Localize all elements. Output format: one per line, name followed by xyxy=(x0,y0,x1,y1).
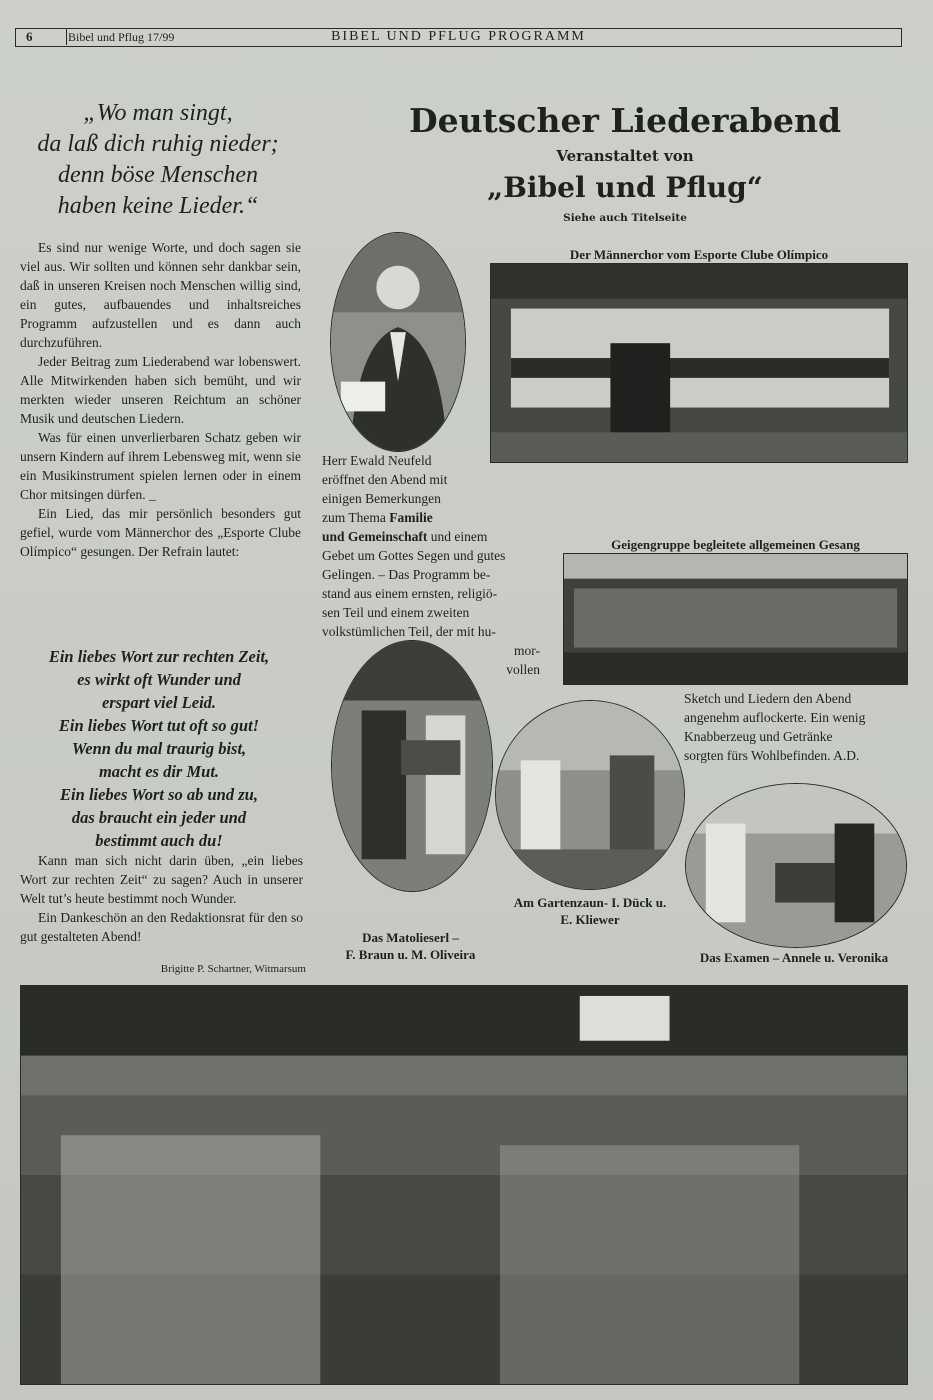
article-right-end xyxy=(684,689,907,765)
caption-examen: Das Examen – Annele u. Veronika xyxy=(699,950,889,965)
matolieserl-photo xyxy=(331,640,493,892)
text-line: Gebet um Gottes Segen und gutes xyxy=(322,548,506,563)
violin-group-photo xyxy=(563,553,908,685)
page-header xyxy=(15,28,902,47)
paragraph: Jeder Beitrag zum Liederabend war lobenswert. Alle Mitwirkenden haben sich bemüht, und wir merkten wieder unseren Reichtum an schöner Musik und deutschen Liedern. xyxy=(20,354,301,426)
refrain-line: das braucht ein jeder und xyxy=(71,808,247,827)
text-line: sorgten fürs Wohlbefinden. A.D. xyxy=(684,748,860,763)
issue-label: Bibel und Pflug 17/99 xyxy=(68,30,175,44)
article-left-bottom xyxy=(20,851,303,946)
article-right-cont xyxy=(322,546,554,641)
see-also-note: Siehe auch Titelseite xyxy=(563,212,687,224)
text-line: Herr Ewald Neufeld xyxy=(322,453,432,468)
headline: Deutscher Liederabend xyxy=(408,101,842,140)
refrain-line: Ein liebes Wort tut oft so gut! xyxy=(58,716,260,735)
refrain-line: bestimmt auch du! xyxy=(95,831,223,850)
text-line: mor- xyxy=(514,643,540,658)
text-line: sen Teil und einem zweiten xyxy=(322,605,470,620)
refrain-line: macht es dir Mut. xyxy=(98,762,220,781)
caption-gartenzaun-1: Am Gartenzaun- I. Dück u. xyxy=(513,895,667,910)
refrain-line: Wenn du mal traurig bist, xyxy=(71,739,247,758)
choir-photo xyxy=(490,263,908,463)
caption-matolieserl-1: Das Matolieserl – xyxy=(362,930,459,945)
opening-quote xyxy=(16,98,300,222)
text-line: Knabberzeug und Getränke xyxy=(684,729,833,744)
caption-matolieserl-2: F. Braun u. M. Oliveira xyxy=(345,947,476,962)
organizer-name: „Bibel und Pflug“ xyxy=(487,171,763,204)
text-line: stand aus einem ernsten, religiö- xyxy=(322,586,498,601)
examen-photo xyxy=(685,783,907,948)
caption-gartenzaun-2: E. Kliewer xyxy=(560,912,620,927)
text-line: eröffnet den Abend mit xyxy=(322,472,448,487)
quote-line: denn böse Menschen xyxy=(58,162,258,188)
paragraph: Ein Lied, das mir persönlich besonders gut gefiel, wurde vom Männerchor des „Esporte Clube Olímpico“ gesungen. Der Refrain lautet: xyxy=(20,506,301,559)
quote-line: haben keine Lieder.“ xyxy=(57,193,259,219)
paragraph: Ein Dankeschön an den Redaktionsrat für den so gut gestalteten Abend! xyxy=(20,910,303,944)
refrain-line: Ein liebes Wort so ab und zu, xyxy=(60,785,258,804)
caption-maennerchor: Der Männerchor vom Esporte Clube Olímpico xyxy=(569,247,829,262)
highlight-term: und Gemeinschaft xyxy=(322,529,428,544)
paragraph: Es sind nur wenige Worte, und doch sagen sie viel aus. Wir sollten und können sehr dankbar sein, daß in unseren Kreisen noch Menschen willig sind, ein gutes, aufbauendes und inhaltsreiches Programm aufzustellen und es dann auch durchzuführen. xyxy=(20,240,301,350)
article-left-top xyxy=(20,238,301,561)
text-line: vollen xyxy=(506,662,540,677)
speaker-photo xyxy=(330,232,466,452)
subheadline: Veranstaltet von xyxy=(556,147,694,165)
text-line: angenehm auflockerte. Ein wenig xyxy=(684,710,866,725)
paragraph: Was für einen unverlierbaren Schatz geben wir unsern Kindern auf ihrem Lebensweg mit, wenn sie ein Musikinstrument spielen lernen oder in einem Chor mitsingen dürfen. _ xyxy=(20,430,301,502)
text-line: Sketch und Liedern den Abend xyxy=(684,691,852,706)
paragraph: Kann man sich nicht darin üben, „ein liebes Wort zur rechten Zeit“ zu sagen? Auch in unserer Welt tut’s heute bestimmt noch Wunder. xyxy=(20,853,303,906)
audience-photo xyxy=(20,985,908,1385)
highlight-term: Familie xyxy=(389,510,433,525)
text-line: volkstümlichen Teil, der mit hu- xyxy=(322,624,496,639)
gartenzaun-photo xyxy=(495,700,685,890)
section-title: BIBEL UND PFLUG PROGRAMM xyxy=(331,29,586,44)
text-line: zum Thema xyxy=(322,510,390,525)
song-refrain xyxy=(16,645,302,852)
caption-geigen: Geigengruppe begleitete allgemeinen Gesang xyxy=(611,537,860,552)
quote-line: „Wo man singt, xyxy=(83,100,233,126)
author-credit: Brigitte P. Schartner, Witmarsum xyxy=(160,963,306,975)
article-right xyxy=(322,451,512,546)
page-number: 6 xyxy=(16,29,67,45)
text-line: Gelingen. – Das Programm be- xyxy=(322,567,491,582)
text-line: und einem xyxy=(427,529,488,544)
text-line: einigen Bemerkungen xyxy=(322,491,441,506)
quote-line: da laß dich ruhig nieder; xyxy=(37,131,279,157)
refrain-line: erspart viel Leid. xyxy=(101,693,217,712)
refrain-line: Ein liebes Wort zur rechten Zeit, xyxy=(48,647,270,666)
refrain-line: es wirkt oft Wunder und xyxy=(77,670,241,689)
